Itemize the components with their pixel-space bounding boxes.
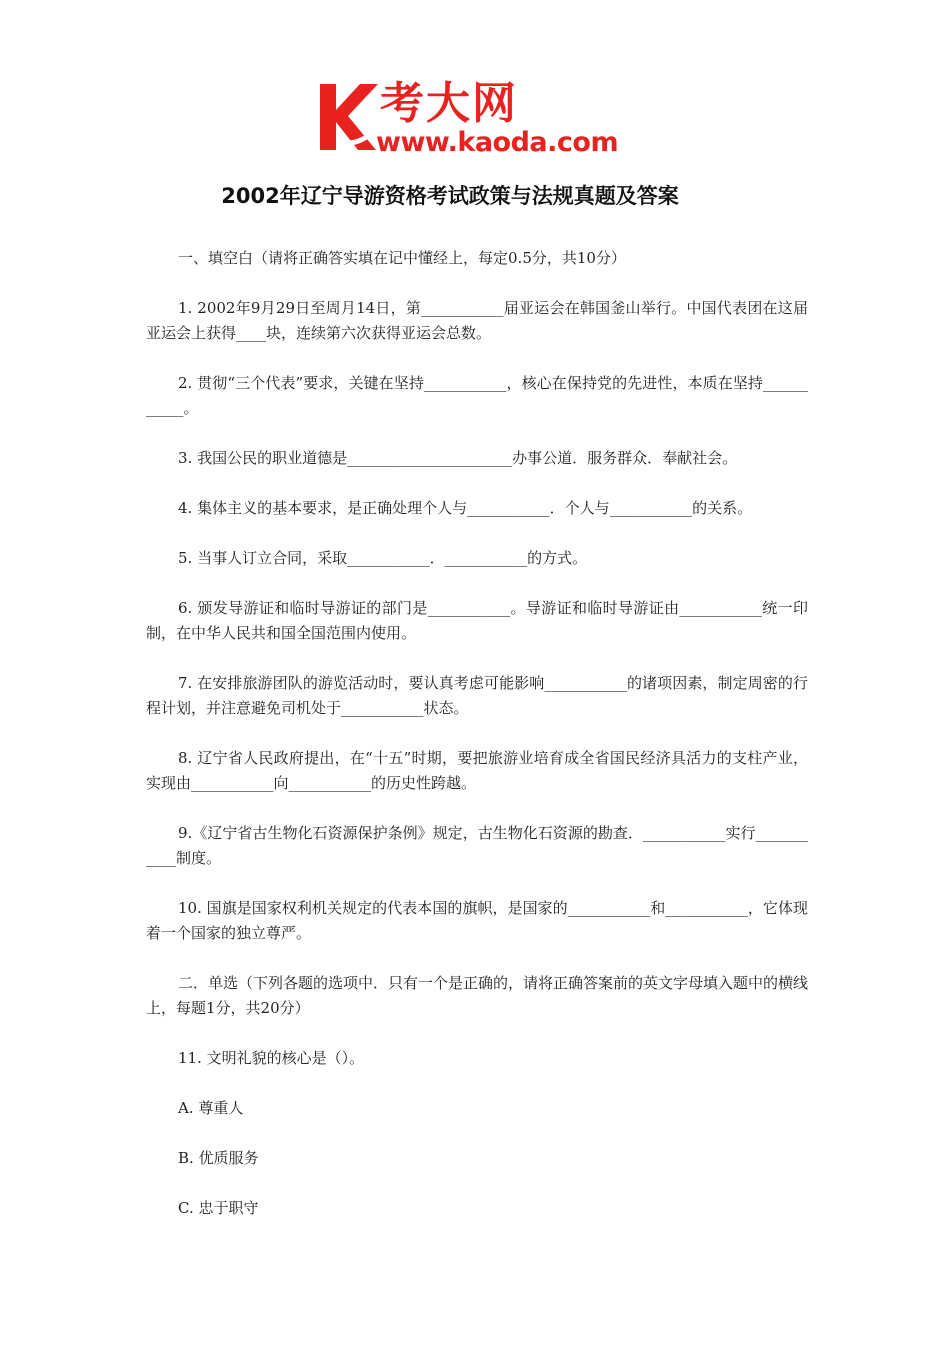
logo-brand-text: 考大网 [380,78,518,129]
section-heading-fill-blank: 一、填空白（请将正确答实填在记中懂经上，每定0.5分，共10分） [178,249,626,267]
question-5: 5. 当事人订立合同，采取___________．___________的方式。 [178,549,588,567]
question-8: 8. 辽宁省人民政府提出，在“十五”时期，要把旅游业培育成全省国民经济具活力的支柱产业，实现由___________向___________的历史性跨越。 [146,749,808,792]
option-a: A. 尊重人 [178,1099,244,1117]
document-body [146,246,808,1246]
question-11: 11. 文明礼貌的核心是（）。 [178,1049,365,1067]
question-4: 4. 集体主义的基本要求，是正确处理个人与___________．个人与___________的关系。 [178,499,753,517]
section-heading-single-choice: 二．单选（下列各题的选项中．只有一个是正确的，请将正确答案前的英文字母填入题中的横线上，每题1分，共20分） [146,974,809,1017]
option-c: C. 忠于职守 [178,1199,259,1217]
k-logo-icon [316,80,380,152]
question-3: 3. 我国公民的职业道德是______________________办事公道．服务群众．奉献社会。 [178,449,738,467]
question-9: 9.《辽宁省古生物化石资源保护条例》规定，古生物化石资源的勘查．___________实行___________制度。 [146,824,808,867]
question-10: 10. 国旗是国家权利机关规定的代表本国的旗帜，是国家的___________和___________，它体现着一个国家的独立尊严。 [146,899,808,942]
page-title: 2002年辽宁导游资格考试政策与法规真题及答案 [221,184,679,208]
question-1: 1. 2002年9月29日至周月14日，第___________届亚运会在韩国釜山举行。中国代表团在这届亚运会上获得____块，连续第六次获得亚运会总数。 [146,299,808,342]
question-2: 2. 贯彻“三个代表”要求，关键在坚持___________，核心在保持党的先进性，本质在坚持___________。 [146,374,808,417]
option-b: B. 优质服务 [178,1149,259,1167]
question-7: 7. 在安排旅游团队的游览活动时，要认真考虑可能影响___________的诸项因素，制定周密的行程计划，并注意避免司机处于___________状态。 [146,674,808,717]
kaoda-logo [316,80,646,162]
logo-url-text: www.kaoda.com [376,127,619,158]
question-6: 6. 颁发导游证和临时导游证的部门是___________。导游证和临时导游证由___________统一印制，在中华人民共和国全国范围内使用。 [146,599,808,642]
